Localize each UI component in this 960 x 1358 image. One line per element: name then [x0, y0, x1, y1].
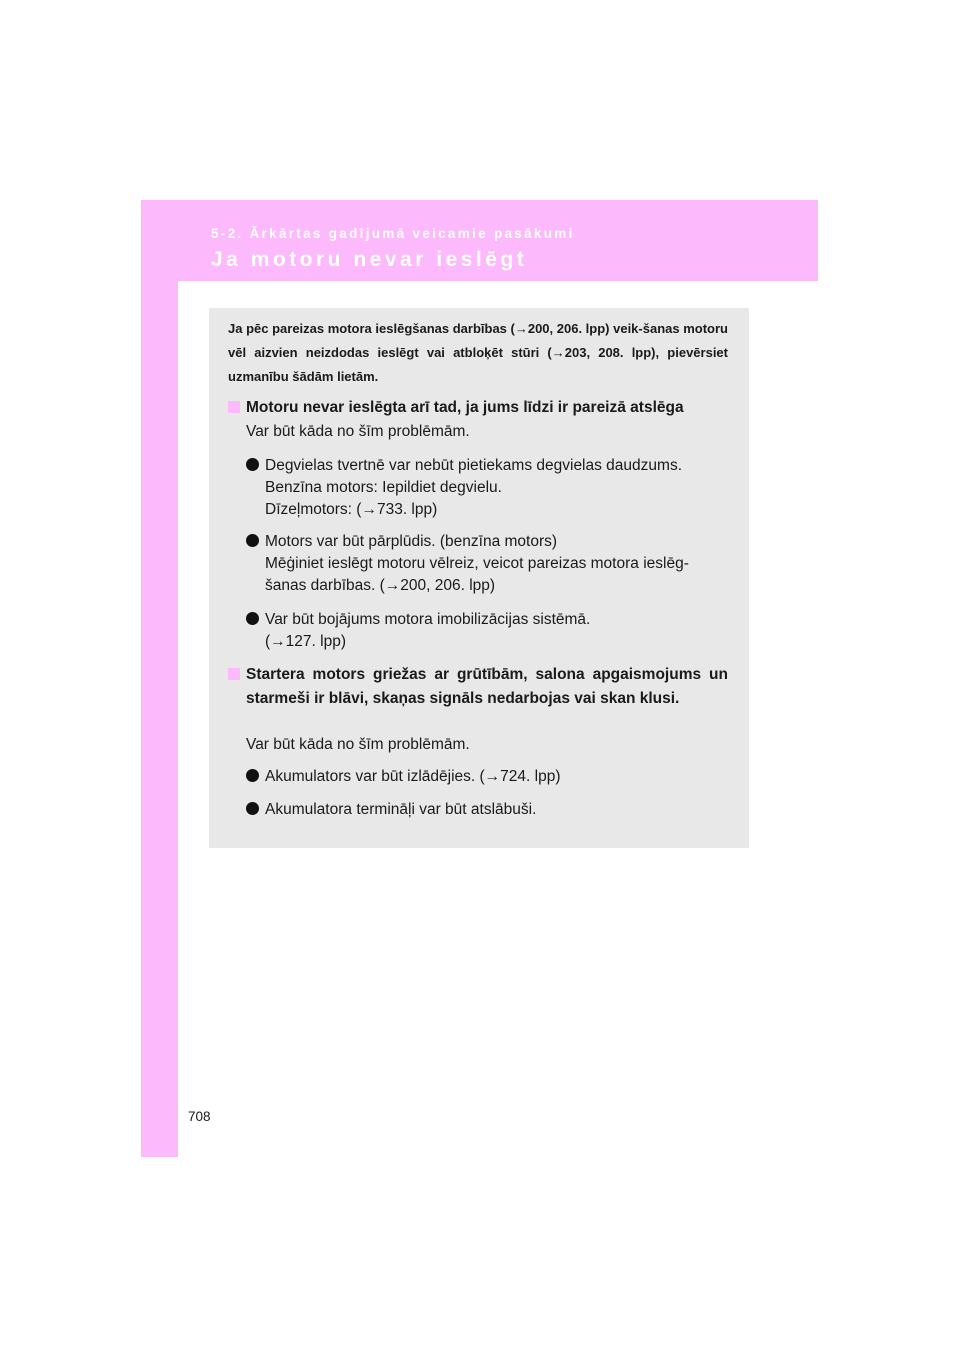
- page-title: Ja motoru nevar ieslēgt: [211, 248, 528, 271]
- list-item: [246, 766, 736, 788]
- list-item-line: Akumulators var būt izlādējies. (→724. lpp): [265, 768, 561, 785]
- square-bullet-icon: [228, 401, 240, 413]
- circle-bullet-icon: [246, 612, 259, 625]
- section-subtitle: Var būt kāda no šīm problēmām.: [246, 423, 470, 440]
- intro-paragraph: Ja pēc pareizas motora ieslēgšanas darbības (→200, 206. lpp) veik-šanas motoru vēl aizvien neizdodas ieslēgt vai atbloķēt stūri (→203, 208. lpp), pievērsiet uzmanību šādām lietām.: [228, 321, 728, 384]
- section-heading-text: Motoru nevar ieslēgta arī tad, ja jums līdzi ir pareizā atslēga: [246, 399, 684, 416]
- list-item-line: (→127. lpp): [265, 633, 346, 650]
- list-item-line: Dīzeļmotors: (→733. lpp): [265, 501, 438, 518]
- section-label: 5-2. Ārkārtas gadījumā veicamie pasākumi: [211, 226, 575, 241]
- list-item-line: šanas darbības. (→200, 206. lpp): [265, 577, 496, 594]
- section-heading-text: Startera motors griežas ar grūtībām, salona apgaismojums un starmeši ir blāvi, skaņas signāls nedarbojas vai skan klusi.: [246, 666, 728, 707]
- list-item-line: Benzīna motors: Iepildiet degvielu.: [265, 479, 502, 496]
- list-item-line: Akumulatora termināļi var būt atslābuši.: [265, 801, 537, 818]
- section-heading-2: [228, 663, 728, 711]
- section-subtitle: Var būt kāda no šīm problēmām.: [246, 736, 470, 753]
- list-item-line: Var būt bojājums motora imobilizācijas sistēmā.: [265, 611, 591, 628]
- list-item-line: Degvielas tvertnē var nebūt pietiekams degvielas daudzums.: [265, 457, 683, 474]
- circle-bullet-icon: [246, 769, 259, 782]
- list-item-line: Motors var būt pārplūdis. (benzīna motors): [265, 533, 558, 550]
- list-item: [246, 531, 736, 597]
- circle-bullet-icon: [246, 458, 259, 471]
- page-number: 708: [188, 1109, 211, 1124]
- list-item: [246, 609, 736, 653]
- circle-bullet-icon: [246, 534, 259, 547]
- circle-bullet-icon: [246, 802, 259, 815]
- side-color-band: [141, 200, 178, 1157]
- square-bullet-icon: [228, 668, 240, 680]
- list-item: [246, 455, 736, 521]
- section-heading-1: [228, 396, 728, 420]
- list-item: [246, 799, 736, 821]
- list-item-line: Mēģiniet ieslēgt motoru vēlreiz, veicot pareizas motora ieslēg-: [265, 555, 689, 572]
